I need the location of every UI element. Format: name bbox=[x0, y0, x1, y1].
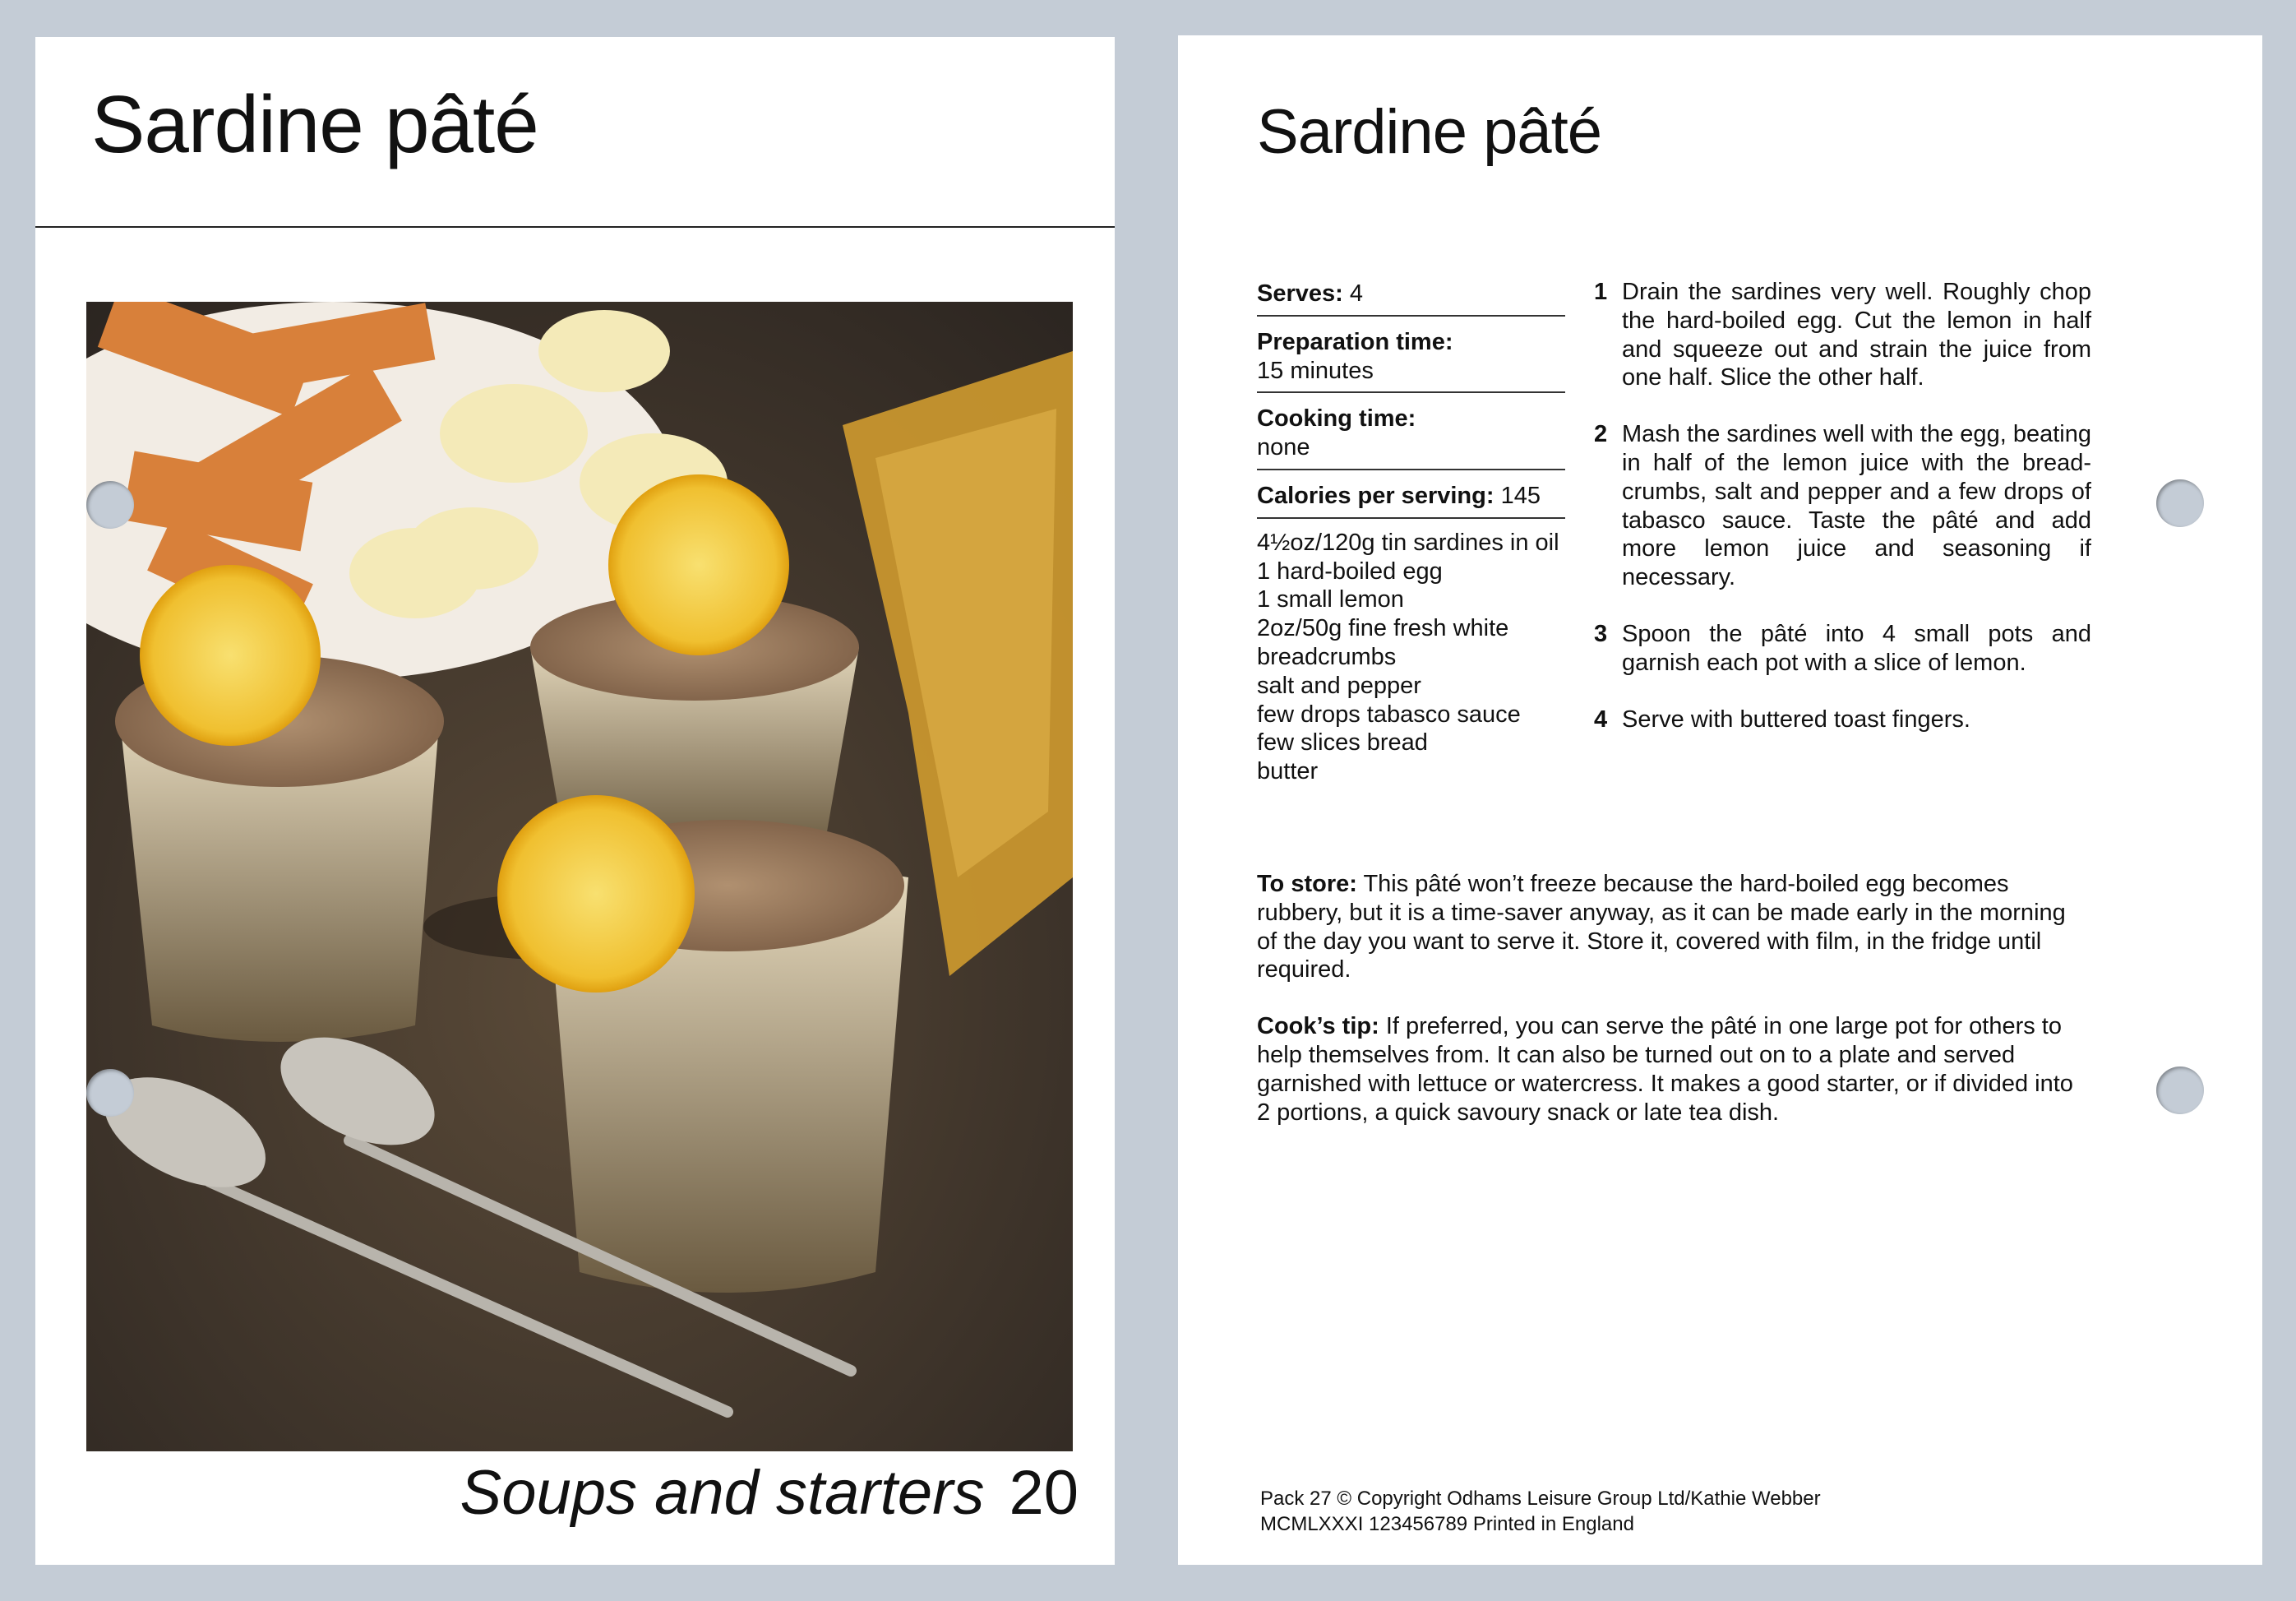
punch-hole-front-bottom bbox=[86, 1069, 134, 1117]
step-number: 2 bbox=[1594, 421, 1608, 448]
card-number: 20 bbox=[1009, 1458, 1079, 1528]
category-footer bbox=[460, 1455, 1079, 1530]
note-text: If preferred, you can serve the pâté in one large pot for others to help themselves from. It can also be turned out on to a plate and served garnished with lettuce or watercress. It makes a good starter, or if divided into 2 portions, a quick savoury snack or late tea dish. bbox=[1257, 1013, 2073, 1126]
fact-value: 15 minutes bbox=[1257, 357, 1374, 384]
fact-preparation-time bbox=[1257, 326, 1565, 394]
recipe-photo bbox=[86, 302, 1073, 1451]
method-step bbox=[1594, 620, 2091, 678]
recipe-card-front bbox=[35, 37, 1115, 1565]
step-text: Drain the sardines very well. Roughly chop the hard-boiled egg. Cut the lemon in half and squeeze out and strain the juice from one half. Slice the other half. bbox=[1622, 279, 2091, 391]
ingredient-item: few drops tabasco sauce bbox=[1257, 701, 1521, 728]
step-number: 4 bbox=[1594, 706, 1608, 733]
method-step bbox=[1594, 420, 2091, 592]
step-text: Mash the sardines well with the egg, beating in half of the lemon juice with the bread-crumbs, salt and pepper and a few drops of tabasco sauce. Taste the pâté and add more lemon juice and seasoning if necessary. bbox=[1622, 421, 2091, 591]
ingredient-item: salt and pepper bbox=[1257, 672, 1421, 699]
ingredient-item: butter bbox=[1257, 758, 1319, 785]
fact-cooking-time bbox=[1257, 403, 1565, 470]
category-label: Soups and starters bbox=[460, 1458, 985, 1528]
punch-hole-back-top bbox=[2156, 479, 2204, 527]
front-title: Sardine pâté bbox=[91, 79, 538, 169]
fact-value: none bbox=[1257, 434, 1310, 461]
title-divider bbox=[35, 226, 1115, 228]
fact-value: 4 bbox=[1349, 280, 1364, 307]
method-steps bbox=[1594, 278, 2091, 761]
note-to-store bbox=[1257, 870, 2091, 984]
note-text: This pâté won’t freeze because the hard-boiled egg becomes rubbery, but it is a time-saver anyway, as it can be made early in the morning of the day you want to serve it. Store it, covered with film, in the fridge until required. bbox=[1257, 871, 2066, 983]
ingredient-item: 2oz/50g fine fresh white breadcrumbs bbox=[1257, 615, 1509, 670]
fact-calories bbox=[1257, 480, 1565, 519]
imprint-line-1: Pack 27 © Copyright Odhams Leisure Group Ltd/Kathie Webber bbox=[1260, 1488, 1821, 1510]
fact-label: Calories per serving: bbox=[1257, 482, 1494, 509]
punch-hole-back-bottom bbox=[2156, 1067, 2204, 1114]
step-number: 1 bbox=[1594, 279, 1608, 305]
fact-value: 145 bbox=[1500, 482, 1541, 509]
note-cooks-tip bbox=[1257, 1012, 2091, 1127]
fact-serves bbox=[1257, 278, 1565, 317]
ingredient-item: 1 hard-boiled egg bbox=[1257, 558, 1443, 585]
step-number: 3 bbox=[1594, 620, 1608, 647]
recipe-facts bbox=[1257, 278, 1565, 786]
step-text: Spoon the pâté into 4 small pots and garnish each pot with a slice of lemon. bbox=[1622, 620, 2091, 676]
fact-label: Preparation time: bbox=[1257, 328, 1453, 355]
ingredient-item: 4½oz/120g tin sardines in oil bbox=[1257, 529, 1559, 556]
fact-label: Cooking time: bbox=[1257, 405, 1416, 433]
imprint-line-2: MCMLXXXI 123456789 Printed in England bbox=[1260, 1513, 1634, 1536]
back-title: Sardine pâté bbox=[1257, 97, 1601, 167]
fact-label: Serves: bbox=[1257, 280, 1343, 307]
ingredient-item: few slices bread bbox=[1257, 729, 1428, 757]
note-label: Cook’s tip: bbox=[1257, 1013, 1379, 1040]
recipe-notes bbox=[1257, 870, 2091, 1154]
recipe-card-back bbox=[1178, 35, 2262, 1565]
ingredients-list bbox=[1257, 529, 1565, 786]
copyright-imprint bbox=[1260, 1486, 1821, 1537]
ingredient-item: 1 small lemon bbox=[1257, 586, 1404, 613]
note-label: To store: bbox=[1257, 871, 1357, 897]
punch-hole-front-top bbox=[86, 481, 134, 529]
method-step bbox=[1594, 706, 2091, 734]
step-text: Serve with buttered toast fingers. bbox=[1622, 706, 1970, 733]
method-step bbox=[1594, 278, 2091, 392]
